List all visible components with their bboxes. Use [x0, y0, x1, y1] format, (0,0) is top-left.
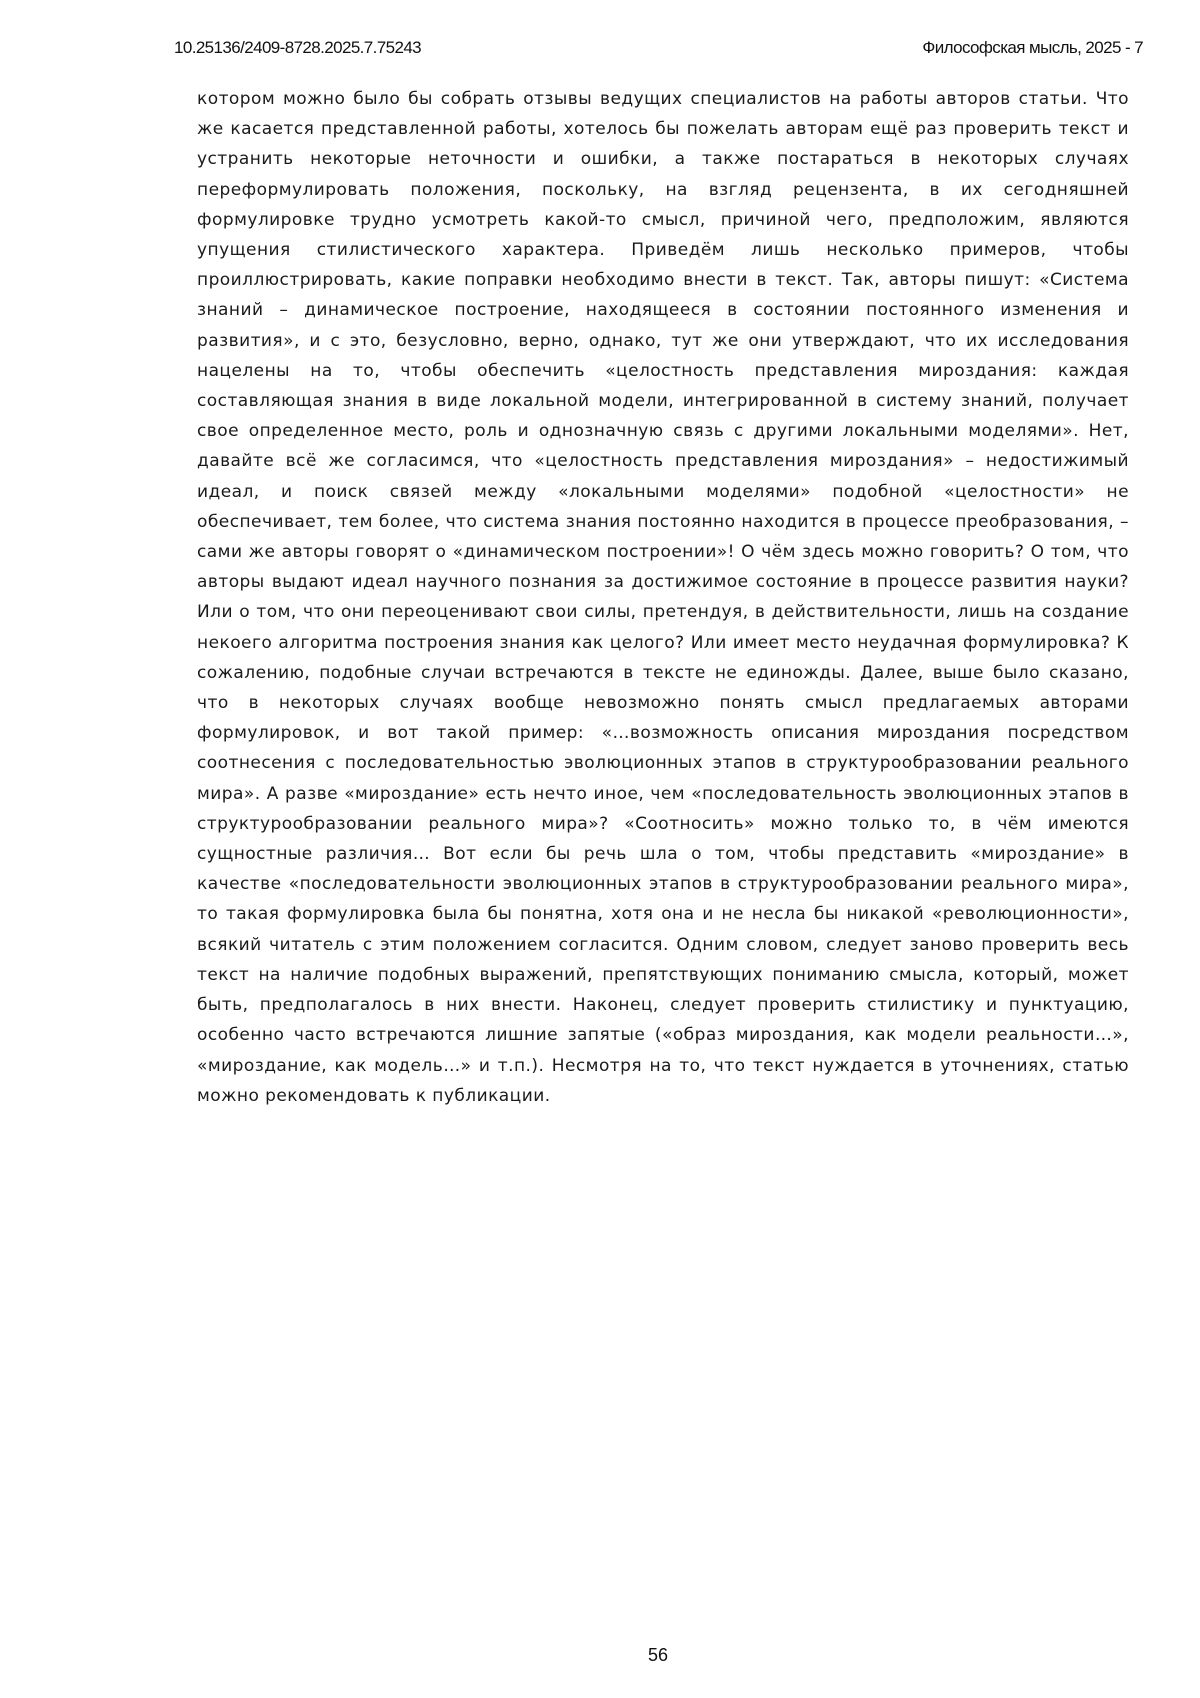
body-paragraph: котором можно было бы собрать отзывы ведущих специалистов на работы авторов статьи. Что же касается представленной работы, хотелось бы пожелать авторам ещё раз проверить текст и устранить некоторые неточности и ошибки, а также постараться в некоторых случаях переформулировать положения, поскольку, на взгляд рецензента, в их сегодняшней формулировке трудно усмотреть какой-то смысл, причиной чего, предположим, являются упущения стилистического характера. Приведём лишь несколько примеров, чтобы проиллюстрировать, какие поправки необходимо внести в текст. Так, авторы пишут: «Система знаний – динамическое построение, находящееся в состоянии постоянного изменения и развития», и с это, безусловно, верно, однако, тут же они утверждают, что их исследования нацелены на то, чтобы обеспечить «целостность представления мироздания: каждая составляющая знания в виде локальной модели, интегрированной в систему знаний, получает свое определенное место, роль и однозначную связь с другими локальными моделями». Нет, давайте всё же согласимся, что «целостность представления мироздания» – недостижимый идеал, и поиск связей между «локальными моделями» подобной «целостности» не обеспечивает, тем более, что система знания постоянно находится в процессе преобразования, – сами же авторы говорят о «динамическом построении»! О чём здесь можно говорить? О том, что авторы выдают идеал научного познания за достижимое состояние в процессе развития науки? Или о том, что они переоценивают свои силы, претендуя, в действительности, лишь на создание некоего алгоритма построения знания как целого? Или имеет место неудачная формулировка? К сожалению, подобные случаи встречаются в тексте не единожды. Далее, выше было сказано, что в некоторых случаях вообще невозможно понять смысл предлагаемых авторами формулировок, и вот такой пример: «…возможность описания мироздания посредством соотнесения с последовательностью эволюционных этапов в структурообразовании реального мира». А разве «мироздание» есть нечто иное, чем «последовательность эволюционных этапов в структурообразовании реального мира»? «Соотносить» можно только то, в чём имеются сущностные различия… Вот если бы речь шла о том, чтобы представить «мироздание» в качестве «последовательности эволюционных этапов в структурообразовании реального мира», то такая формулировка была бы понятна, хотя она и не несла бы никакой «революционности», всякий читатель с этим положением согласится. Одним словом, следует заново проверить весь текст на наличие подобных выражений, препятствующих пониманию смысла, который, может быть, предполагалось в них внести. Наконец, следует проверить стилистику и пунктуацию, особенно часто встречаются лишние запятые («образ мироздания, как модели реальности…», «мироздание, как модель…» и т.п.). Несмотря на то, что текст нуждается в уточнениях, статью можно рекомендовать к публикации. — [197, 89, 1129, 1106]
journal-issue-title: Философская мысль, 2025 - 7 — [922, 38, 1143, 57]
doi-identifier: 10.25136/2409-8728.2025.7.75243 — [174, 38, 422, 57]
page-number: 56 — [647, 1645, 669, 1665]
running-header — [174, 38, 1143, 62]
